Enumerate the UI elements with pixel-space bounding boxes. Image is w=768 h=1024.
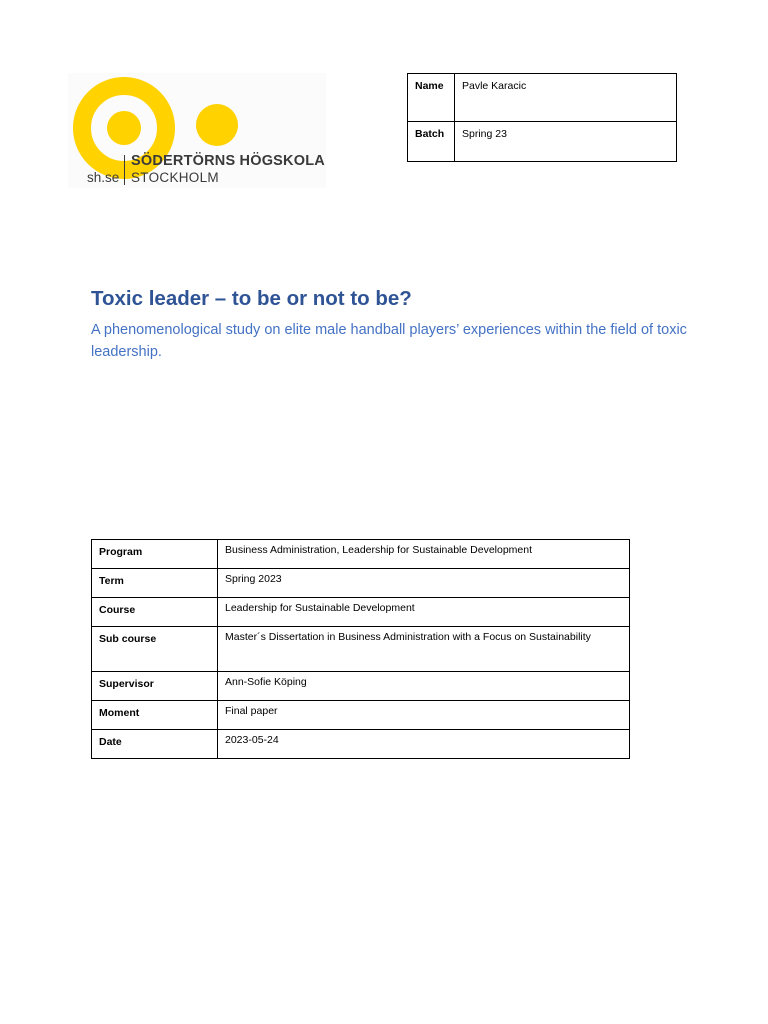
- logo-city: STOCKHOLM: [131, 170, 219, 185]
- name-label: Name: [408, 74, 455, 122]
- university-logo: [68, 73, 326, 188]
- table-row: [92, 701, 630, 730]
- table-row: [92, 540, 630, 569]
- logo-website: sh.se: [87, 170, 120, 185]
- supervisor-value: Ann-Sofie Köping: [218, 672, 630, 701]
- author-info-table: [407, 73, 677, 162]
- supervisor-label: Supervisor: [92, 672, 218, 701]
- name-value: Pavle Karacic: [455, 74, 677, 122]
- sub-course-label: Sub course: [92, 627, 218, 672]
- course-label: Course: [92, 598, 218, 627]
- term-label: Term: [92, 569, 218, 598]
- logo-university-name: SÖDERTÖRNS HÖGSKOLA: [131, 153, 325, 169]
- table-row: [92, 569, 630, 598]
- table-row: [408, 122, 677, 162]
- date-value: 2023-05-24: [218, 730, 630, 759]
- program-label: Program: [92, 540, 218, 569]
- program-value: Business Administration, Leadership for Sustainable Development: [218, 540, 630, 569]
- moment-value: Final paper: [218, 701, 630, 730]
- batch-value: Spring 23: [455, 122, 677, 162]
- document-title: Toxic leader – to be or not to be?: [91, 287, 412, 310]
- course-details-table: [91, 539, 630, 759]
- date-label: Date: [92, 730, 218, 759]
- batch-label: Batch: [408, 122, 455, 162]
- table-row: [408, 74, 677, 122]
- table-row: [92, 598, 630, 627]
- table-row: [92, 627, 630, 672]
- term-value: Spring 2023: [218, 569, 630, 598]
- logo-divider: [124, 155, 125, 185]
- table-row: [92, 730, 630, 759]
- sub-course-value: Master´s Dissertation in Business Administration with a Focus on Sustainability: [218, 627, 630, 672]
- document-subtitle: A phenomenological study on elite male handball players’ experiences within the field of toxic leadership.: [91, 322, 687, 360]
- moment-label: Moment: [92, 701, 218, 730]
- course-value: Leadership for Sustainable Development: [218, 598, 630, 627]
- table-row: [92, 672, 630, 701]
